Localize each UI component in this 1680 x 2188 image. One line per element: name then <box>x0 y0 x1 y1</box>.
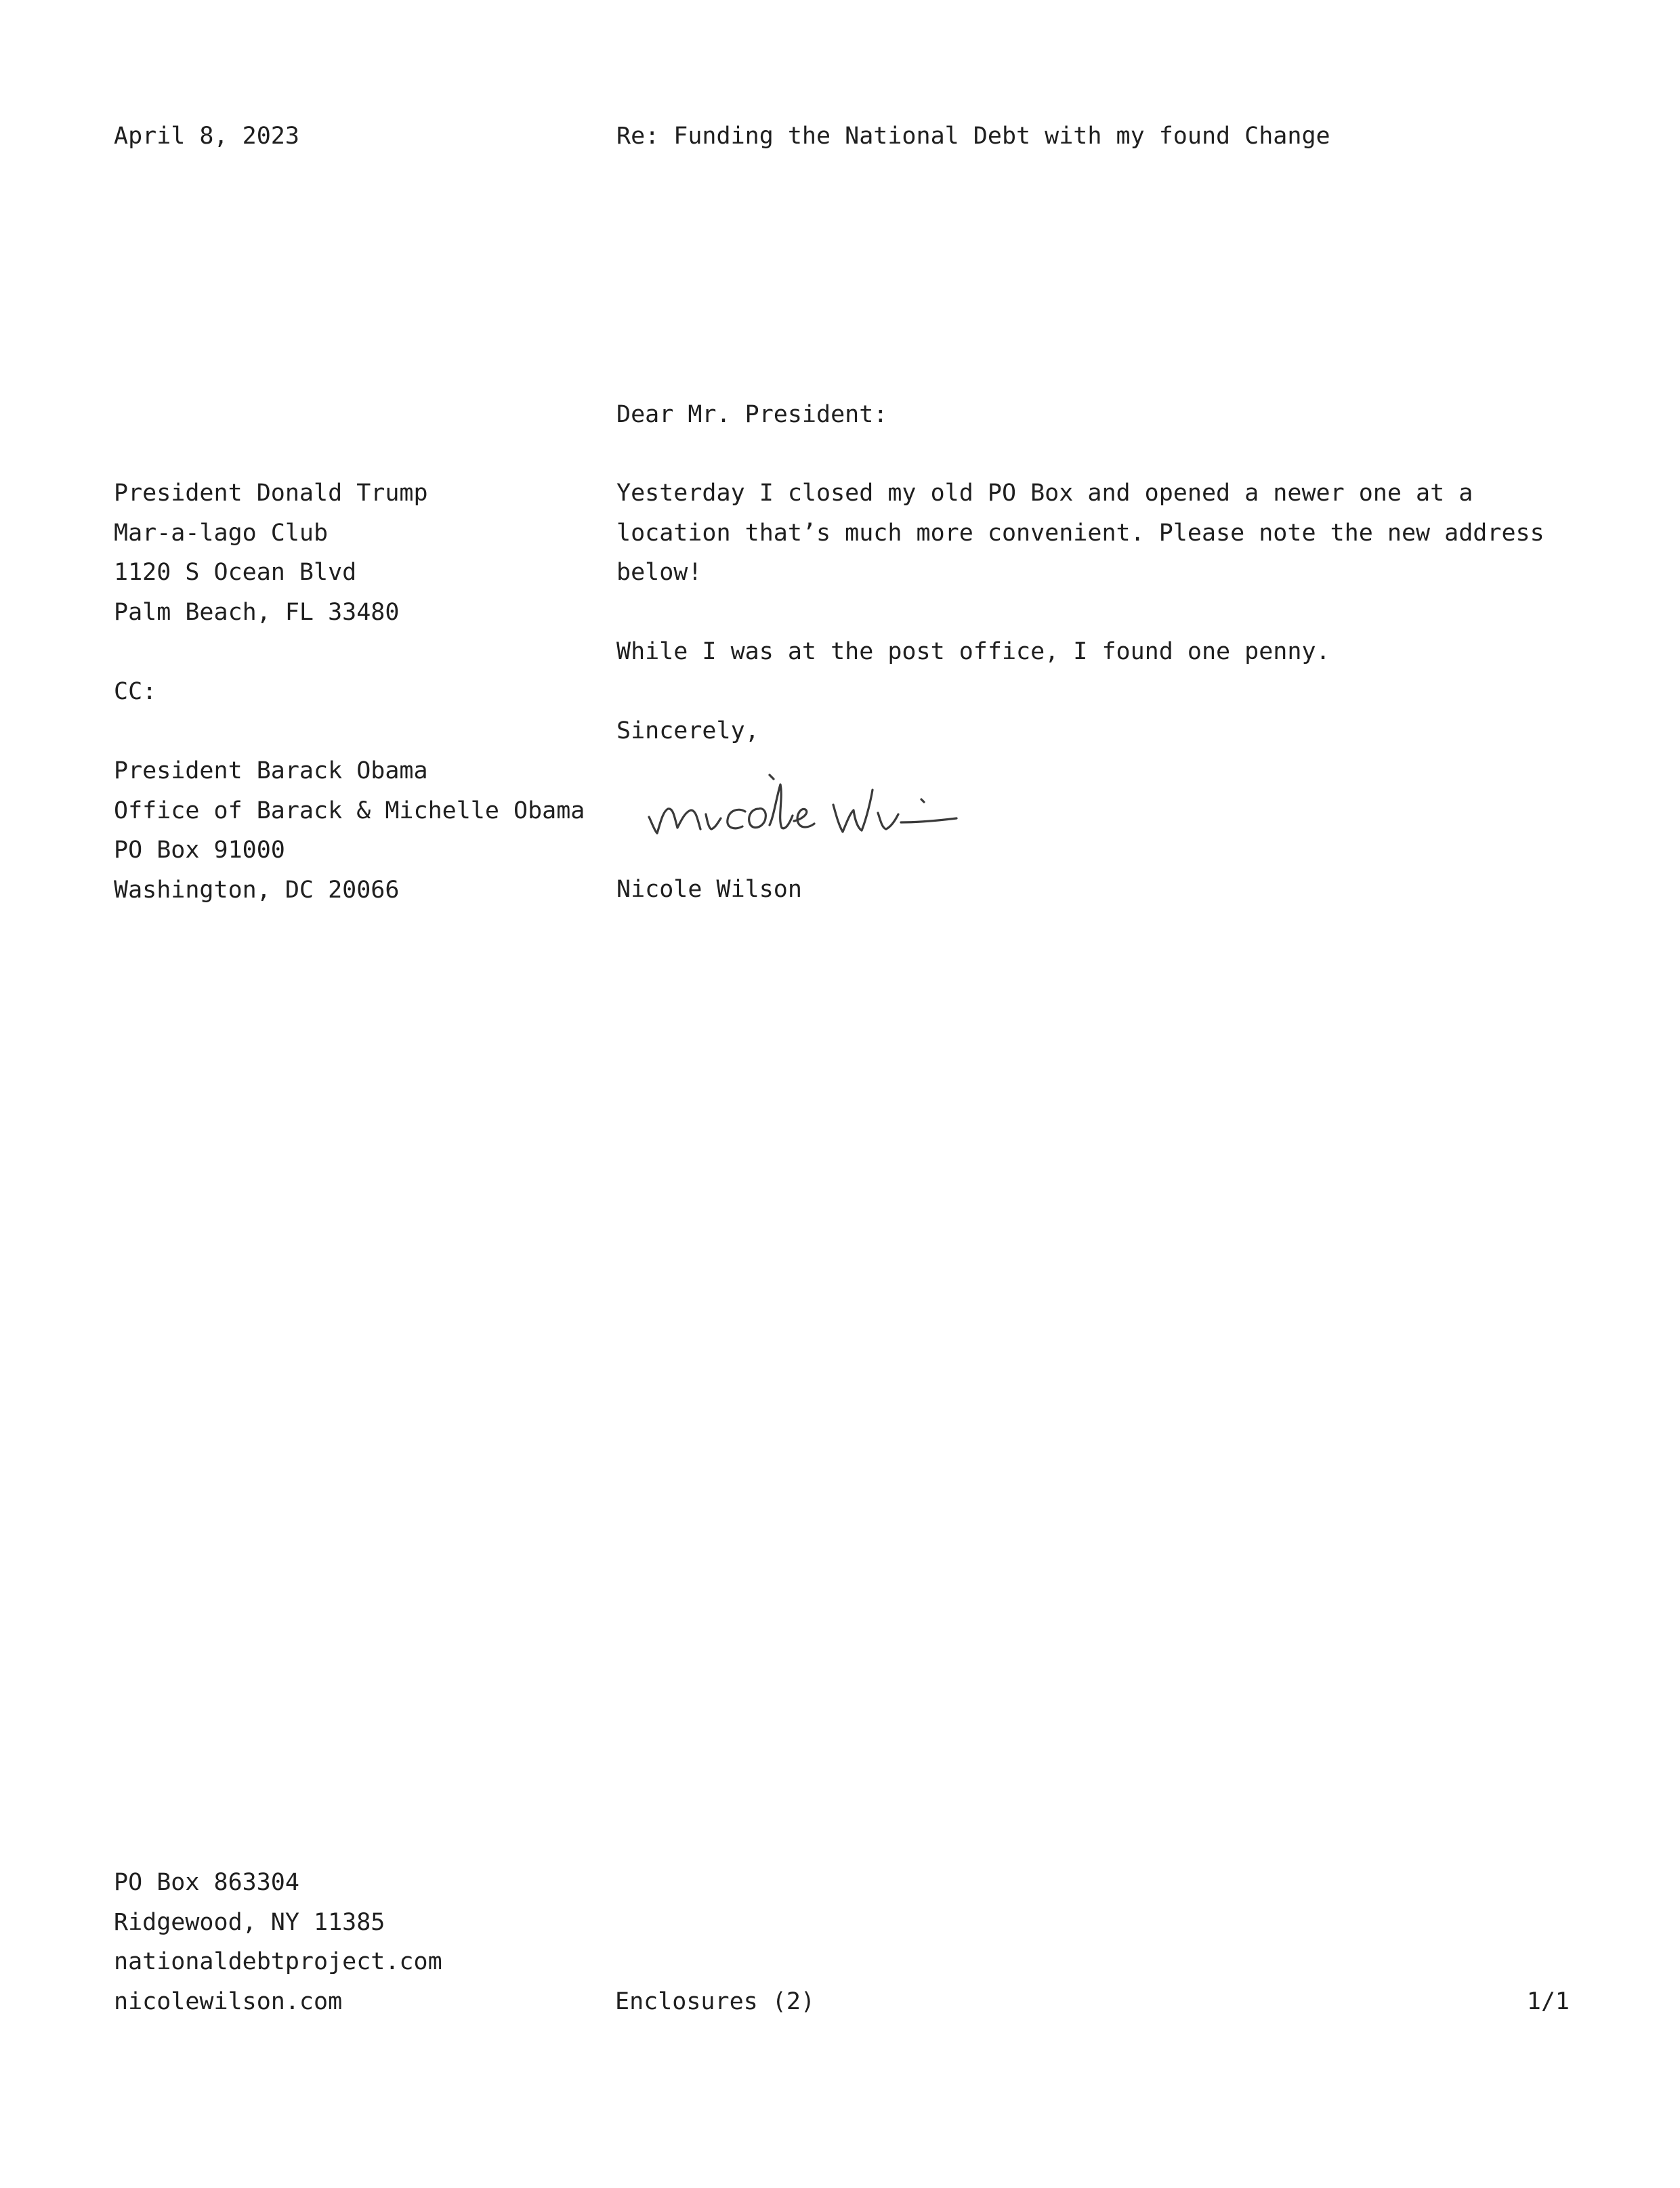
signature-stroke-i2 <box>878 813 898 829</box>
signature-stroke-e <box>794 809 814 827</box>
letter-body <box>616 474 1545 593</box>
signature-stroke-o <box>749 809 766 828</box>
signature-stroke-w <box>833 790 873 832</box>
signature-stroke-tail <box>901 818 957 822</box>
handwritten-signature <box>644 757 969 845</box>
recipient-city: Palm Beach, FL 33480 <box>114 598 400 626</box>
footer-website-2: nicolewilson.com <box>114 1987 343 2015</box>
signature-stroke-l <box>770 784 793 828</box>
body-paragraph-1 <box>616 474 1545 593</box>
enclosures-note: Enclosures (2) <box>615 1988 816 2015</box>
recipient-street: 1120 S Ocean Blvd <box>114 559 357 586</box>
closing: Sincerely, <box>616 717 759 744</box>
signature-stroke-n <box>649 809 700 833</box>
cc-recipient-po-box: PO Box 91000 <box>114 837 285 864</box>
letter-date: April 8, 2023 <box>114 123 299 150</box>
cc-recipient-office: Office of Barack & Michelle Obama <box>114 797 585 824</box>
body-paragraph-2: While I was at the post office, I found one penny. <box>616 638 1330 665</box>
page-number: 1/1 <box>1526 1988 1570 2015</box>
sender-name: Nicole Wilson <box>616 876 802 903</box>
recipient-organization: Mar-a-lago Club <box>114 519 329 547</box>
footer-city: Ridgewood, NY 11385 <box>114 1908 385 1936</box>
recipient-address <box>114 474 428 632</box>
footer-po-box: PO Box 863304 <box>114 1869 299 1896</box>
body-paragraph-1-line-1: Yesterday I closed my old PO Box and opened a newer one at a <box>616 480 1473 507</box>
footer-website-1: nationaldebtproject.com <box>114 1948 442 1975</box>
signature-dot-2 <box>921 799 924 802</box>
signature-stroke-i <box>706 814 721 829</box>
cc-label: CC: <box>114 678 157 705</box>
letter-subject: Re: Funding the National Debt with my found Change <box>616 123 1330 150</box>
body-paragraph-1-line-2: location that’s much more convenient. Please note the new address <box>616 519 1545 547</box>
cc-recipient-address <box>114 751 585 910</box>
footer-sender-address <box>114 1863 442 2021</box>
body-paragraph-1-line-3: below! <box>616 559 702 586</box>
cc-recipient-name: President Barack Obama <box>114 757 428 784</box>
signature-dot-1 <box>770 775 774 779</box>
salutation: Dear Mr. President: <box>616 401 888 428</box>
recipient-name: President Donald Trump <box>114 480 428 507</box>
cc-recipient-city: Washington, DC 20066 <box>114 876 400 904</box>
signature-stroke-c <box>728 809 745 828</box>
